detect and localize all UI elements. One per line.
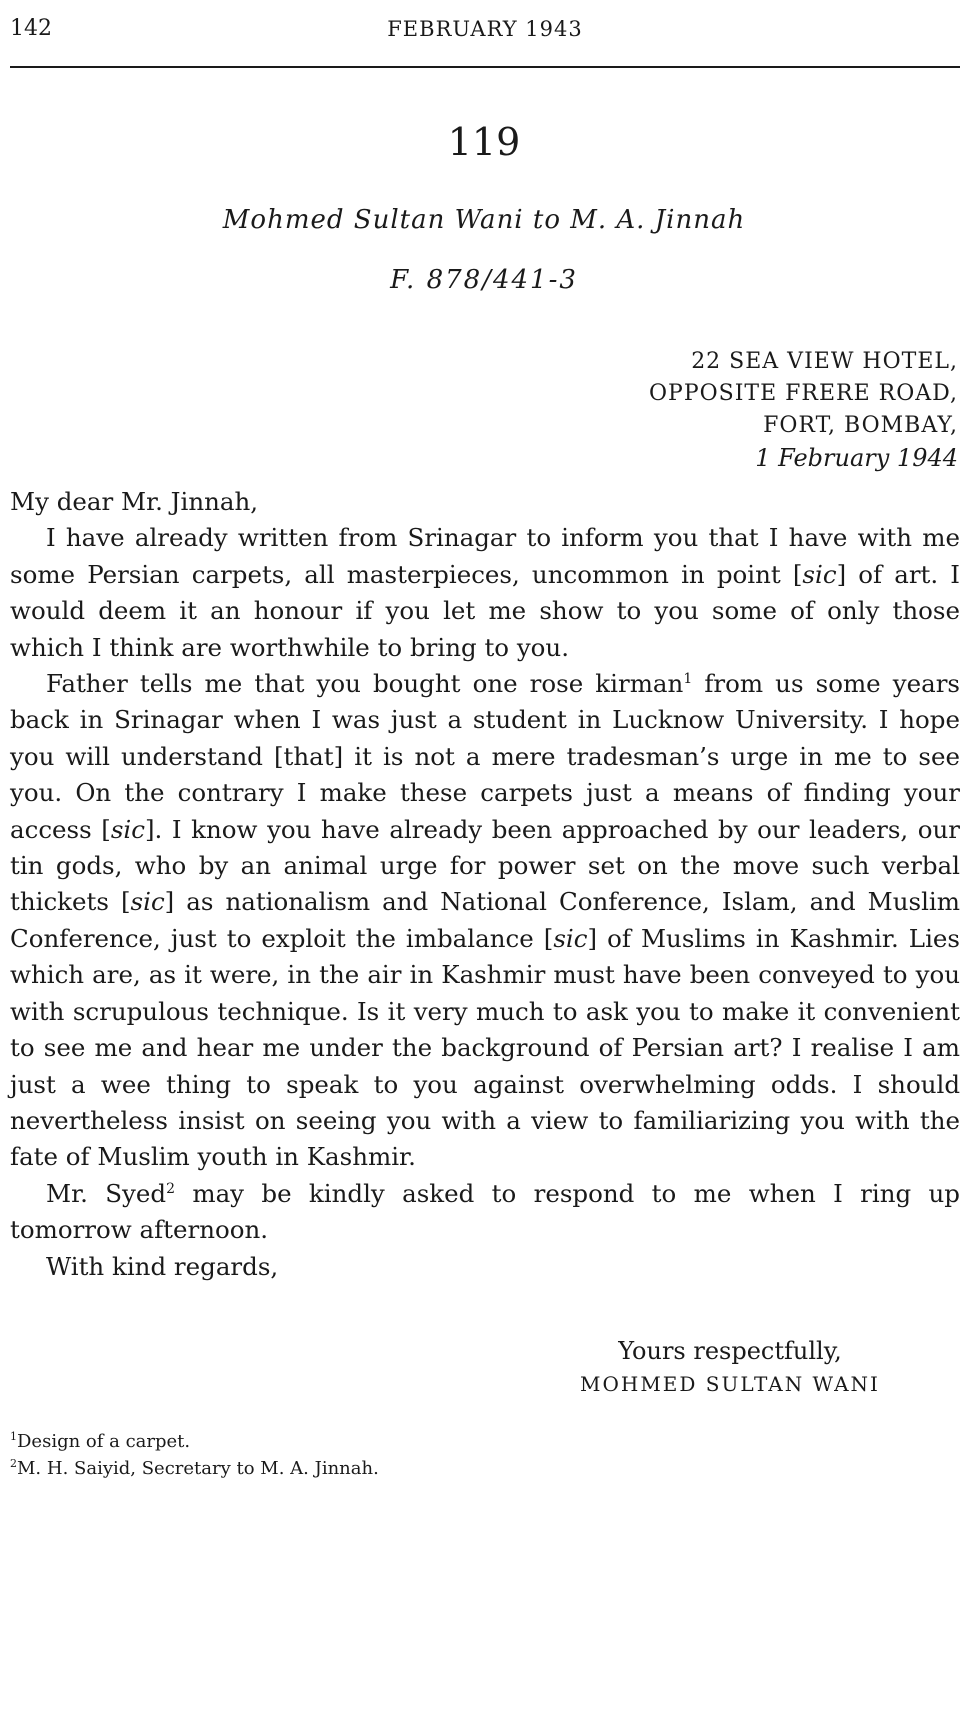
document-heading: Mohmed Sultan Wani to M. A. Jinnah [222,205,746,235]
paragraph-1 [10,520,960,666]
sic-marker: sic [130,887,165,917]
paragraph-3-text-b: may be kindly asked to respond to me when I ring up tomorrow afternoon. [10,1178,960,1245]
paragraph-3 [10,1176,960,1249]
signer-name: MOHMED SULTAN WANI [580,1372,880,1396]
footnote-ref-1: 1 [683,670,693,687]
footnote-2-mark: 2 [10,1457,17,1470]
page-number: 142 [10,16,52,41]
footnote-2-text: M. H. Saiyid, Secretary to M. A. Jinnah. [17,1458,379,1479]
complimentary-close: Yours respectfully, [618,1337,842,1365]
paragraph-2-text-b: from us some years back in Srinagar when I was just a student in Lucknow University. I hope you will understand [that] it is not a mere tradesman’s urge in me to see you. On the contrary I make these carpets just a means of finding your access [ [10,669,960,844]
paragraph-1-text-b: ] of art. I would deem it an honour if you let me show to you some of only those which I think are worthwhile to bring to you. [10,559,960,662]
salutation: My dear Mr. Jinnah, [10,487,259,516]
paragraph-2-text-d: ] as nationalism and National Conference, Islam, and Muslim Conference, just to exploit the imbalance [ [10,887,960,953]
footnote-ref-2: 2 [166,1180,175,1197]
paragraph-2-text-e: ] of Muslims in Kashmir. Lies which are, as it were, in the air in Kashmir must have been conveyed to you with scrupulous technique. Is it very much to ask you to make it convenient to see me and hear me under the background of Persian art? I realise I am just a wee thing to speak to you against overwhelming odds. I should nevertheless insist on seeing you with a view to familiarizing you with the fate of Muslim youth in Kashmir. [10,923,960,1172]
paragraph-2-text-a: Father tells me that you bought one rose kirman [46,669,684,699]
sic-marker: sic [802,559,837,589]
running-title: FEBRUARY 1943 [387,17,583,41]
paragraph-3-text-a: Mr. Syed [46,1178,167,1208]
footnote-1-mark: 1 [10,1430,17,1443]
footnote-1-text: Design of a carpet. [17,1431,191,1452]
address-line-1: 22 SEA VIEW HOTEL, [691,349,958,374]
document-number: 119 [447,120,521,164]
document-reference: F. 878/441-3 [390,265,578,295]
signoff [530,1333,930,1399]
paragraph-2-text-c: ]. I know you have already been approached by our leaders, our tin gods, who by an animal urge for power set on the move such verbal thickets [ [10,814,960,917]
paragraph-2 [10,666,960,1176]
letter-body [10,484,960,1285]
footnote-2 [10,1455,710,1482]
paragraph-1-text-a: I have already written from Srinagar to inform you that I have with me some Persian carpets, all masterpieces, uncommon in point [ [10,523,960,589]
sic-marker: sic [553,923,588,953]
sic-marker: sic [110,814,145,844]
letter-date: 1 February 1944 [755,444,958,472]
footnote-1 [10,1428,710,1455]
address-line-2: OPPOSITE FRERE ROAD, [648,381,958,406]
closing-line: With kind regards, [46,1251,279,1281]
sender-address [649,346,958,474]
footnotes [10,1428,710,1482]
address-line-3: FORT, BOMBAY, [763,413,958,438]
header-rule [10,66,960,68]
running-header [10,14,960,44]
